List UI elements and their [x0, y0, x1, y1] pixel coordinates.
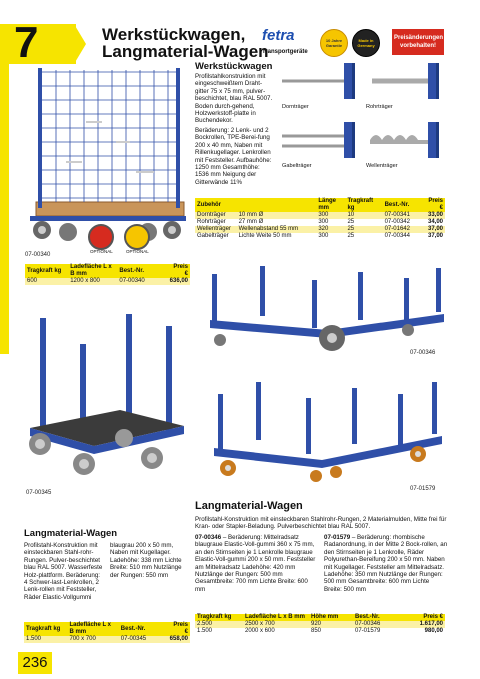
product-code-00345: 07-00345 [26, 490, 52, 496]
lang-right-heading: Langmaterial-Wagen [195, 500, 303, 512]
product-code-00340: 07-00340 [25, 252, 51, 258]
werkstueck-heading: Werkstückwagen [195, 61, 273, 72]
optional-label-1: OPTIONAL [90, 249, 113, 254]
lang-left-price-table: Tragkraft kg Ladefläche L x B mm Best.-Nr. Preis € 1.500 700 x 700 07-00345 658,00 [26, 622, 188, 642]
werkstueck-desc2: Beräderung: 2 Lenk- und 2 Bockrollen, TPE-Berei-fung 200 x 40 mm, Naben mit Rillenkugellager. Lenkrollen mit Feststeller. Aufbauhöhe: 1250 mm Gesamthöhe: 1536 mm Neigung der Gitterwände 11% [195, 127, 272, 186]
werkstueck-desc1: Profilstahlkonstruktion mit eingeschweißtem Draht-gitter 75 x 75 mm, pulver-beschichtet, blau RAL 5007. Boden durch-gehend, Holzwerkstoff-platte in Buchendekor. [195, 73, 273, 125]
werkstueck-price-table [25, 264, 190, 285]
brand-logo [262, 28, 314, 56]
left-margin-bar [0, 64, 9, 354]
label-gabeltraeger: Gabelträger [282, 163, 312, 169]
lang-left-heading: Langmaterial-Wagen [24, 528, 118, 539]
table-row: Wellenträger Wellenabstand 55 mm 320 25 07-01642 37,00 [197, 226, 443, 232]
brand-name: fetra [262, 27, 295, 44]
header-divider-shape [74, 24, 86, 64]
page-title-line1: Werkstückwagen, [102, 25, 246, 44]
lang-right-intro: Profilstahl-Konstruktion mit einsteckbaren Stahlrohr-Rungen, 2 Materialmulden, Mitte frei für Kran- oder Stapler-Beladung. Pulverbeschichtet blau RAL 5007. [195, 516, 447, 531]
langmaterial-00345-image [24, 314, 189, 484]
label-dorntraeger: Dornträger [282, 104, 309, 110]
table-row: Dornträger 10 mm Ø 300 10 07-00341 33,00 [197, 212, 443, 218]
lang-right-col2: 07-01579 – Beräderung: rhombische Radanordnung, in der Mitte 2 Bock-rollen, an den Stirnseiten je 1 Lenkrolle, Räder Polyurethan-Bereifung 200 x 50 mm. Naben mit Kugellager. Feststeller am Mittelradsatz. Ladehöhe: 350 mm Nutzlänge der Rungen: 500 mm Gesamtbreite: 600 mm Lichte Breite: 500 mm [324, 534, 448, 593]
page-number: 236 [22, 654, 48, 671]
wellentraeger-image [368, 122, 448, 158]
optional-label-2: OPTIONAL [126, 249, 149, 254]
optional-wheel-image-2 [124, 224, 150, 250]
page-title-line2: Langmaterial-Wagen [102, 42, 269, 61]
table-row: 1.500 2000 x 600 850 07-01579 980,00 [197, 628, 443, 634]
made-in-germany-badge: Made in Germany [352, 29, 380, 57]
product-code-01579: 07-01579 [410, 486, 436, 492]
table-row: 1.500 700 x 700 07-00345 658,00 [26, 636, 188, 642]
col-preis: Preis € [168, 264, 190, 278]
product-code-00346: 07-00346 [410, 350, 436, 356]
lang-right-col1-code: 07-00346 [195, 534, 222, 541]
optional-wheel-image-1 [88, 224, 114, 250]
col-bestnr: Best.-Nr. [117, 264, 167, 278]
brand-tagline: Transportgeräte [262, 49, 308, 55]
page-number-box [18, 652, 52, 674]
lang-right-col1: 07-00346 – Beräderung: Mittelradsatz blaugraue Elastic-Voll-gummi 360 x 75 mm, an den Stirnseiten je 1 Lenkrolle blaugraue Elastic-Voll-gummi 200 x 50 mm. Feststeller am Mittelradsatz Ladehöhe: 420 mm Nutzlänge der Rungen: 500 mm Gesamtbreite: 700 mm Lichte Breite: 600 mm [195, 534, 316, 593]
lang-left-col1: Profilstahl-Konstruktion mit einsteckbaren Stahl-rohr-Rungen. Pulver-beschichtet blau RAL 5007. Wasserfeste Holz-plattform. Beräderung: 4 Schwer-last-Lenkrollen, 2 Lenk-rollen mit Feststeller, Räder Elastic-Vollgummi [24, 542, 103, 601]
table-row: Gabelträger Lichte Weite 50 mm 300 25 07-00344 37,00 [197, 233, 443, 239]
label-rohrtraeger: Rohrträger [366, 104, 393, 110]
lang-right-price-table: Tragkraft kg Ladefläche L x B mm Höhe mm Best.-Nr. Preis € 2.500 2500 x 700 920 07-00346 1.617,00 1.500 2000 x 600 850 07-01579 980,00 [197, 614, 443, 634]
chapter-number: 7 [14, 18, 39, 67]
dorntraeger-image [282, 63, 362, 99]
price-notice: Preisänderungen vorbehalten! [392, 29, 444, 55]
table-row: Rohrträger 27 mm Ø 300 25 07-00342 34,00 [197, 219, 443, 225]
col-ladeflaeche: Ladefläche L x B mm [68, 264, 117, 278]
gabeltraeger-image [282, 122, 362, 158]
rohrtraeger-image [368, 63, 448, 99]
lang-right-col2-code: 07-01579 [324, 534, 351, 541]
langmaterial-01579-image [212, 372, 446, 482]
col-tragkraft: Tragkraft kg [25, 264, 68, 278]
table-row: 2.500 2500 x 700 920 07-00346 1.617,00 [197, 621, 443, 627]
langmaterial-00346-image [208, 258, 448, 354]
table-row: 600 1200 x 800 07-00340 636,00 [27, 278, 188, 284]
label-wellentraeger: Wellenträger [366, 163, 398, 169]
guarantee-badge: 10 Jahre Garantie [320, 29, 348, 57]
lang-left-col2: blaugrau 200 x 50 mm, Naben mit Kugellager. Ladehöhe: 338 mm Lichte Breite: 510 mm Nutzlänge der Rungen: 550 mm [110, 542, 182, 579]
zubehoer-table: Zubehör Länge mm Tragkraft kg Best.-Nr. Preis € Dornträger 10 mm Ø 300 10 07-00341 33,00 Rohrträger 27 mm Ø 300 25 07-00342 34,00 Wellenträger Wellenabstand 55 mm 320 25 07-01642 37,00 Gabelträger Lichte Weite 50 mm 300 25 07-00344 37,00 [197, 198, 443, 239]
